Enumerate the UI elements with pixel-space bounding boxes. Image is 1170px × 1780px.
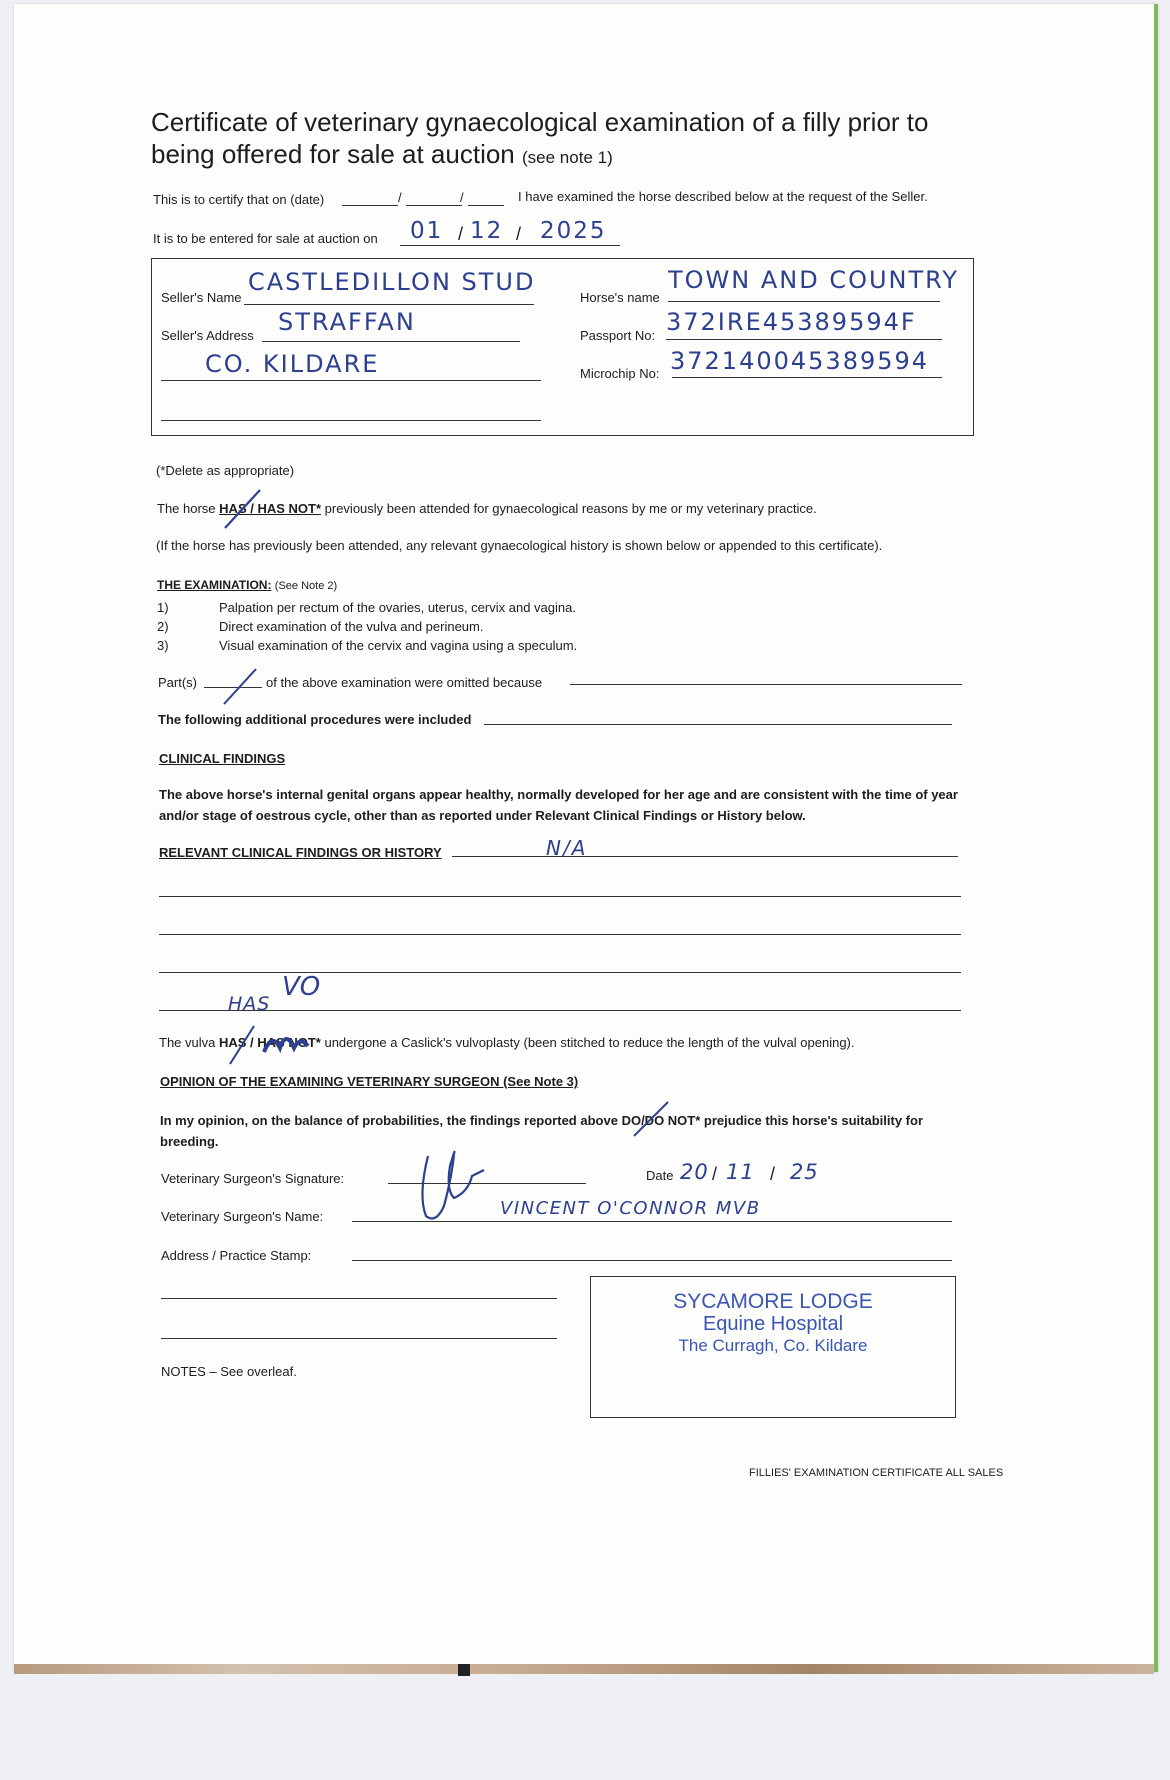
relevant-value: N/A [546,836,588,860]
exam-heading: THE EXAMINATION: [157,578,272,592]
stamp-line-1: SYCAMORE LODGE [673,1290,873,1313]
auction-month: 12 [470,218,504,244]
certify-suffix: I have examined the horse described below at the request of the Seller. [518,189,928,204]
auction-month-line [466,245,520,246]
vet-name-value: VINCENT O'CONNOR MVB [500,1198,761,1219]
clinical-statement: The above horse's internal genital organs appear healthy, normally developed for her age and are consistent with the time of year and/or stage of oestrous cycle, other than as reported under Relevant Clinical Findings or History below. [159,787,958,823]
seller-address-rule-3 [161,420,541,421]
sign-date-year: 25 [790,1160,819,1184]
passport-label: Passport No: [580,328,656,343]
relevant-line-5 [159,1010,961,1011]
seller-address-line-1: STRAFFAN [278,308,416,336]
sign-date-day: 20 [680,1160,709,1184]
vulva-initials: VO [282,972,321,1002]
title-note: (see note 1) [522,148,613,167]
additional-procedures: The following additional procedures were included [158,712,472,727]
title-line-1: Certificate of veterinary gynaecological examination of a filly prior to [151,107,929,137]
opinion-suffix: prejudice this horse's suitability for breeding. [160,1113,924,1149]
vulva-hand-note: HAS [228,993,271,1015]
stamp-line-3: The Curragh, Co. Kildare [678,1336,868,1355]
practice-stamp-box [590,1276,956,1418]
auction-day-line [400,245,470,246]
seller-name-label: Seller's Name [161,290,242,305]
omitted-suffix: of the above examination were omitted because [266,675,543,690]
vet-name-label: Veterinary Surgeon's Name: [161,1209,324,1224]
horse-name-value: TOWN AND COUNTRY [668,266,959,294]
exam-list [157,598,577,655]
page-title [151,106,929,174]
auction-year: 2025 [540,218,607,244]
scan-mark [458,1664,470,1676]
omitted-reason-line [570,684,962,685]
seller-name-value: CASTLEDILLON STUD [248,268,536,296]
exam-item-num: 1) [157,600,169,615]
address-line-2 [161,1298,557,1299]
opinion-text [160,1110,976,1152]
scan-edge [14,1664,1154,1674]
date-slash-1: / [398,190,402,205]
clinical-heading: CLINICAL FINDINGS [159,751,286,766]
exam-item [157,617,577,636]
footer-form-id: FILLIES' EXAMINATION CERTIFICATE ALL SALES [749,1467,1004,1479]
seller-name-line [244,304,534,305]
additional-line [484,724,952,725]
date-day-line [342,205,398,206]
date-label: Date [646,1168,674,1183]
sign-date-slash-2: / [770,1164,776,1184]
microchip-line [672,377,942,378]
relevant-line-3 [159,934,961,935]
horse-name-line [668,301,940,302]
date-slash-2: / [460,190,464,205]
attended-strike [220,488,270,530]
opinion-prefix: In my opinion, on the balance of probabilities, the findings reported above [160,1113,618,1128]
microchip-value: 372140045389594 [670,347,930,375]
stamp-line-2: Equine Hospital [702,1313,844,1335]
vulva-suffix: undergone a Caslick's vulvoplasty (been stitched to reduce the length of the vulval opening). [324,1035,855,1050]
exam-heading-note: (See Note 2) [274,580,338,592]
vulva-strike [228,1022,312,1066]
opinion-heading: OPINION OF THE EXAMINING VETERINARY SURGEON (See Note 3) [160,1074,579,1089]
relevant-line-2 [159,896,961,897]
seller-address-line-2: CO. KILDARE [205,350,380,378]
attended-options: HAS / HAS NOT* [219,501,322,516]
address-line-3 [161,1338,557,1339]
horse-name-label: Horse's name [580,290,660,305]
sign-date-month: 11 [726,1160,755,1184]
sign-date-slash-1: / [712,1164,718,1184]
notes: NOTES – See overleaf. [161,1364,297,1379]
auction-year-line [520,245,620,246]
exam-item-text: Palpation per rectum of the ovaries, uterus, cervix and vagina. [219,600,576,615]
address-line [352,1260,952,1261]
history-note: (If the horse has previously been attended, any relevant gynaecological history is shown below or appended to this certificate). [156,538,883,553]
delete-note: (*Delete as appropriate) [156,463,295,478]
exam-heading-row [157,578,337,592]
exam-item-num: 2) [157,619,169,634]
title-line-2-text: being offered for sale at auction [151,139,515,169]
auction-slash-1: / [458,224,464,244]
practice-stamp [591,1291,955,1357]
microchip-label: Microchip No: [580,366,660,381]
address-label: Address / Practice Stamp: [161,1248,312,1263]
vulva-prefix: The vulva [159,1035,216,1050]
passport-value: 372IRE45389594F [666,308,917,336]
exam-item [157,636,577,655]
omitted-strike [220,666,260,706]
vet-signature [410,1136,490,1226]
date-month-line [406,205,462,206]
signature-label: Veterinary Surgeon's Signature: [161,1171,345,1186]
exam-item-text: Direct examination of the vulva and perineum. [219,619,484,634]
relevant-line-1 [452,856,958,857]
seller-address-rule-2 [161,380,541,381]
attended-suffix: previously been attended for gynaecological reasons by me or my veterinary practice. [324,501,817,516]
seller-address-label: Seller's Address [161,328,254,343]
date-year-line [468,205,504,206]
omitted-prefix: Part(s) [158,675,197,690]
auction-day: 01 [410,218,444,244]
title-line-2 [151,138,929,174]
vulva-options: HAS / HAS NOT* [219,1035,321,1050]
exam-item-num: 3) [157,638,169,653]
attended-prefix: The horse [157,501,216,516]
certify-prefix: This is to certify that on (date) [153,192,325,207]
vet-name-line [352,1221,952,1222]
seller-address-rule-1 [262,341,520,342]
opinion-options: DO/DO NOT* [621,1113,701,1128]
opinion-strike [630,1098,674,1138]
exam-item-text: Visual examination of the cervix and vagina using a speculum. [219,638,578,653]
auction-slash-2: / [516,224,522,244]
relevant-heading: RELEVANT CLINICAL FINDINGS OR HISTORY [159,845,442,860]
passport-line [666,339,942,340]
exam-item [157,598,577,617]
relevant-line-4 [159,972,961,973]
auction-prefix: It is to be entered for sale at auction on [153,231,378,246]
